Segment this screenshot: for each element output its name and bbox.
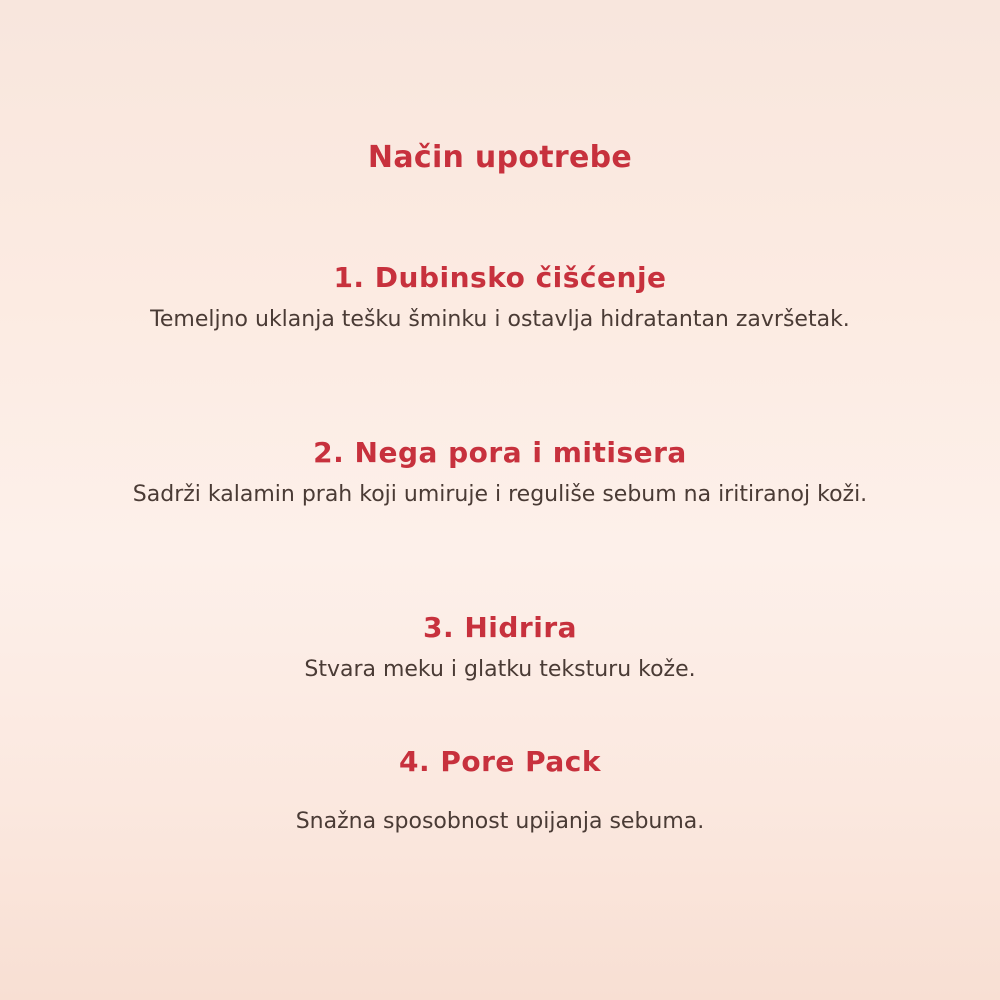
step-deep-cleansing <box>0 259 1000 335</box>
step-heading: 4. Pore Pack <box>398 745 602 778</box>
step-pore-pack <box>0 743 1000 837</box>
step-hydrates <box>0 609 1000 685</box>
step-pore-care <box>0 434 1000 510</box>
step-heading: 3. Hidrira <box>422 611 578 644</box>
step-description: Stvara meku i glatku teksturu kože. <box>304 657 696 682</box>
step-description: Sadrži kalamin prah koji umiruje i reguliše sebum na iritiranoj koži. <box>132 482 868 507</box>
step-description: Temeljno uklanja tešku šminku i ostavlja hidratantan završetak. <box>150 307 850 332</box>
step-description: Snažna sposobnost upijanja sebuma. <box>295 809 705 834</box>
page-title: Način upotrebe <box>367 140 633 175</box>
step-heading: 1. Dubinsko čišćenje <box>333 261 667 294</box>
step-heading: 2. Nega pora i mitisera <box>313 436 687 469</box>
